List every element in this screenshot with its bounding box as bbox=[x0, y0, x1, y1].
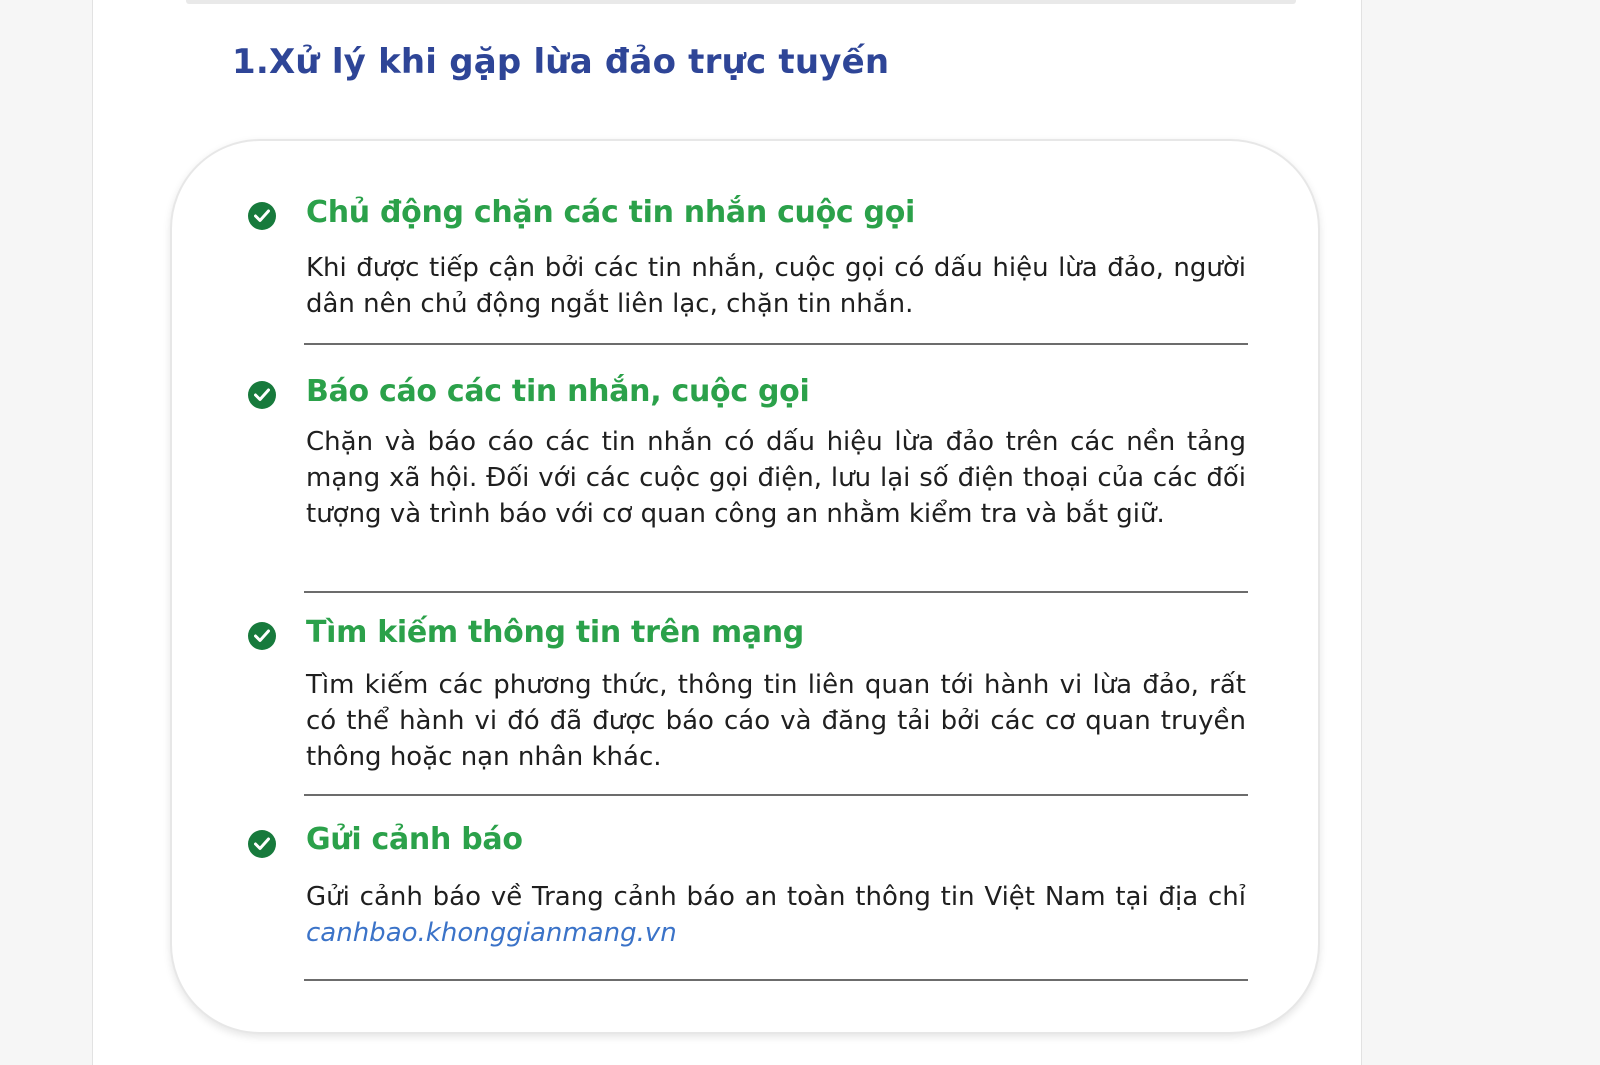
warning-site-link[interactable]: canhbao.khonggianmang.vn bbox=[306, 918, 677, 948]
item-title-report: Báo cáo các tin nhắn, cuộc gọi bbox=[306, 374, 810, 409]
check-circle-icon bbox=[248, 622, 276, 650]
item-title-send-warning: Gửi cảnh báo bbox=[306, 822, 523, 857]
check-circle-icon bbox=[248, 202, 276, 230]
item-divider bbox=[304, 343, 1248, 345]
item-body-text: Gửi cảnh báo về Trang cảnh báo an toàn thông tin Việt Nam tại địa chỉ bbox=[306, 882, 1246, 912]
item-body-send-warning bbox=[306, 879, 1246, 951]
section-title: 1.Xử lý khi gặp lừa đảo trực tuyến bbox=[232, 42, 890, 82]
item-divider bbox=[304, 591, 1248, 593]
item-title-block-calls: Chủ động chặn các tin nhắn cuộc gọi bbox=[306, 195, 916, 230]
item-body-search: Tìm kiếm các phương thức, thông tin liên quan tới hành vi lừa đảo, rất có thể hành vi đó đã được báo cáo và đăng tải bởi các cơ quan truyền thông hoặc nạn nhân khác. bbox=[306, 670, 1246, 772]
top-divider bbox=[186, 0, 1296, 4]
check-circle-icon bbox=[248, 830, 276, 858]
item-body-block-calls: Khi được tiếp cận bởi các tin nhắn, cuộc gọi có dấu hiệu lừa đảo, người dân nên chủ động ngắt liên lạc, chặn tin nhắn. bbox=[306, 253, 1246, 319]
item-title-search: Tìm kiếm thông tin trên mạng bbox=[306, 615, 804, 650]
item-divider bbox=[304, 794, 1248, 796]
item-divider bbox=[304, 979, 1248, 981]
item-body-report: Chặn và báo cáo các tin nhắn có dấu hiệu lừa đảo trên các nền tảng mạng xã hội. Đối với các cuộc gọi điện, lưu lại số điện thoại của các đối tượng và trình báo với cơ quan công an nhằm kiểm tra và bắt giữ. bbox=[306, 427, 1246, 529]
check-circle-icon bbox=[248, 381, 276, 409]
